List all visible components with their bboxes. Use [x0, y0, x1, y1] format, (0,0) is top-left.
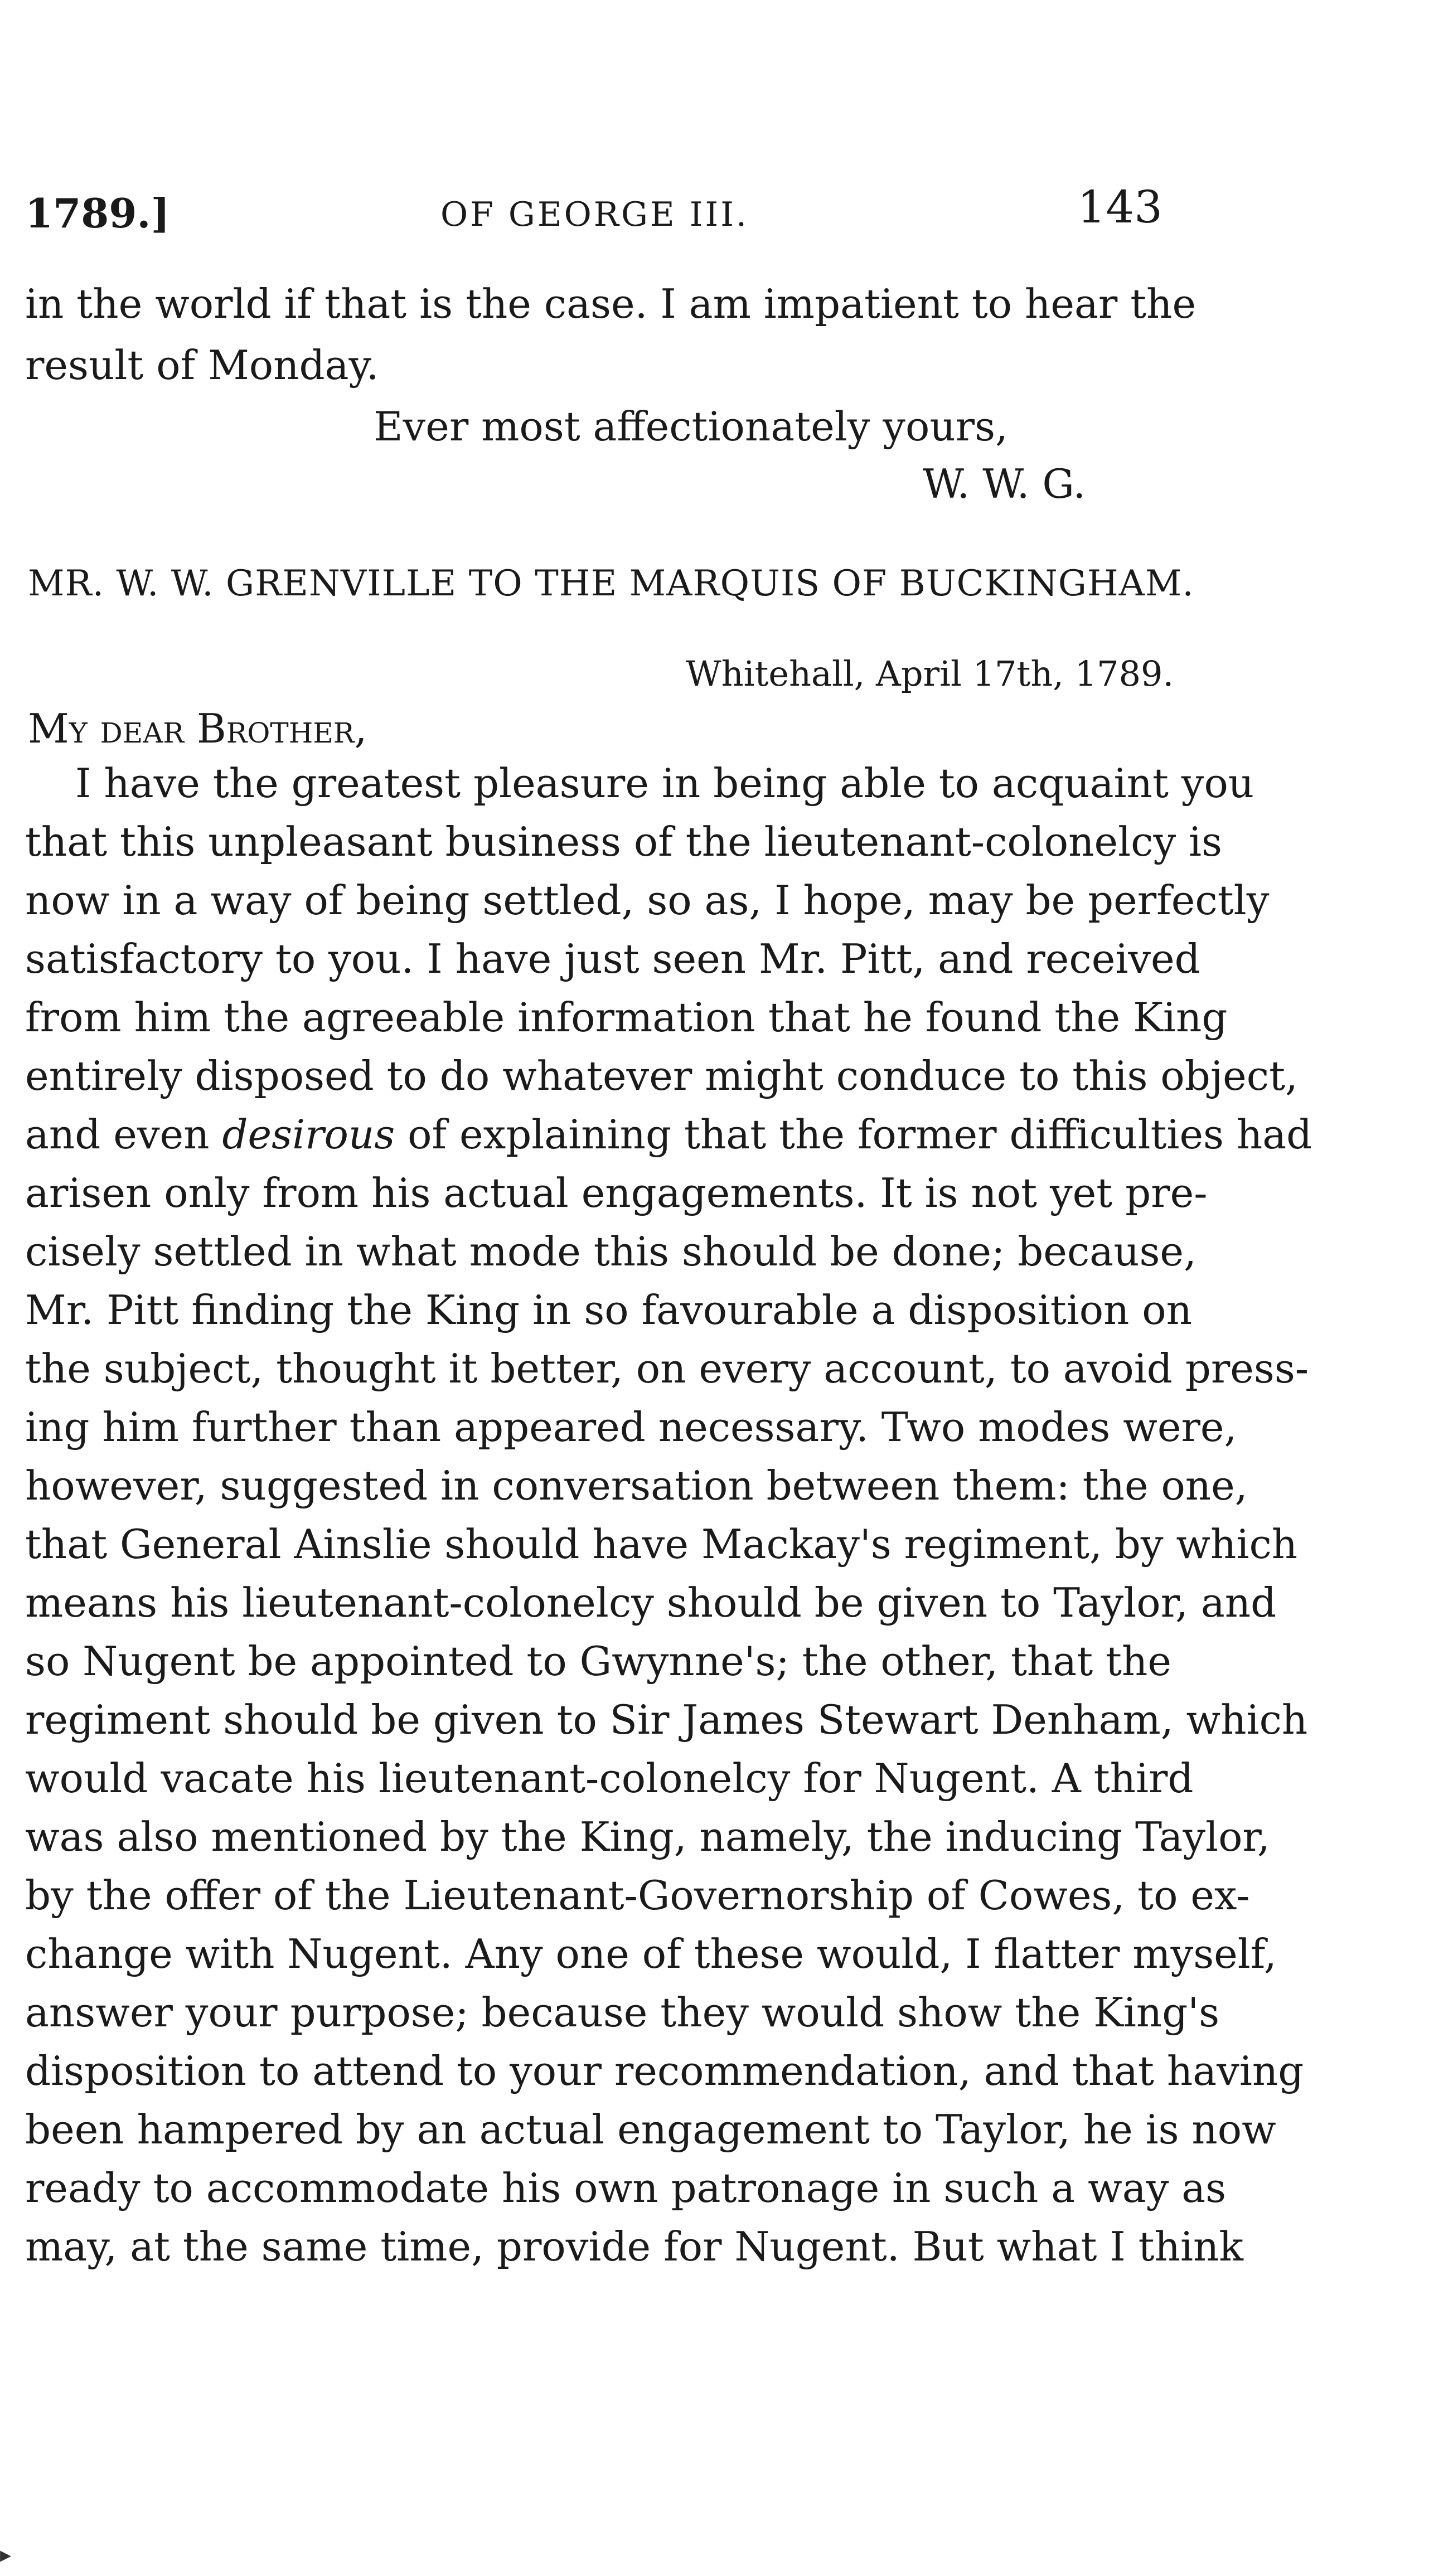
letter-line: by the offer of the Lieutenant-Governorship of Cowes, to ex-: [25, 1872, 1250, 1919]
letter-salutation: My dear Brother,: [28, 705, 367, 752]
letter-line: and even desirous of explaining that the former difficulties had: [25, 1111, 1312, 1158]
letter-line: however, suggested in conversation between them: the one,: [25, 1462, 1248, 1509]
letter-heading: MR. W. W. GRENVILLE TO THE MARQUIS OF BUCKINGHAM.: [28, 563, 1194, 604]
letter-line: ready to accommodate his own patronage in such a way as: [25, 2165, 1227, 2211]
letter-line: from him the agreeable information that he found the King: [25, 994, 1228, 1041]
letter-line: cisely settled in what mode this should be done; because,: [25, 1228, 1197, 1275]
letter-line: means his lieutenant-colonelcy should be given to Taylor, and: [25, 1579, 1277, 1626]
letter-line: the subject, thought it better, on every account, to avoid press-: [25, 1345, 1309, 1392]
letter-line: was also mentioned by the King, namely, the inducing Taylor,: [25, 1813, 1270, 1860]
letter-line: I have the greatest pleasure in being able to acquaint you: [75, 760, 1254, 807]
letter-line: been hampered by an actual engagement to Taylor, he is now: [25, 2106, 1276, 2153]
emphasis: desirous: [222, 1111, 395, 1158]
page-number: 143: [1077, 181, 1162, 233]
letter-line: would vacate his lieutenant-colonelcy for Nugent. A third: [25, 1755, 1194, 1802]
letter-line: entirely disposed to do whatever might conduce to this object,: [25, 1052, 1298, 1099]
running-head-title: OF GEORGE III.: [440, 195, 749, 234]
letter-line: answer your purpose; because they would show the King's: [25, 1989, 1220, 2036]
letter-line: Mr. Pitt finding the King in so favourable a disposition on: [25, 1287, 1193, 1333]
letter-dateline: Whitehall, April 17th, 1789.: [686, 653, 1174, 694]
letter-line: satisfactory to you. I have just seen Mr. Pitt, and received: [25, 935, 1200, 982]
letter-line: now in a way of being settled, so as, I hope, may be perfectly: [25, 877, 1270, 924]
letter-line: arisen only from his actual engagements. It is not yet pre-: [25, 1170, 1208, 1216]
letter-line: regiment should be given to Sir James Stewart Denham, which: [25, 1696, 1308, 1743]
running-head: [25, 181, 1162, 242]
previous-letter-line: result of Monday.: [25, 342, 379, 389]
letter-line: that this unpleasant business of the lieutenant-colonelcy is: [25, 818, 1222, 865]
letter-line: change with Nugent. Any one of these would, I flatter myself,: [25, 1930, 1277, 1977]
running-head-year: 1789.]: [25, 190, 170, 237]
previous-letter-line: in the world if that is the case. I am impatient to hear the: [25, 280, 1197, 327]
previous-letter-closing: Ever most affectionately yours,: [374, 403, 1008, 450]
previous-letter-signature: W. W. G.: [923, 460, 1086, 507]
scan-edge-mark: ▸: [0, 2542, 12, 2568]
letter-line: may, at the same time, provide for Nugent. But what I think: [25, 2223, 1243, 2270]
letter-line: that General Ainslie should have Mackay's regiment, by which: [25, 1521, 1298, 1568]
letter-line: so Nugent be appointed to Gwynne's; the other, that the: [25, 1638, 1171, 1685]
letter-line: ing him further than appeared necessary. Two modes were,: [25, 1404, 1237, 1450]
letter-line: disposition to attend to your recommendation, and that having: [25, 2048, 1304, 2094]
